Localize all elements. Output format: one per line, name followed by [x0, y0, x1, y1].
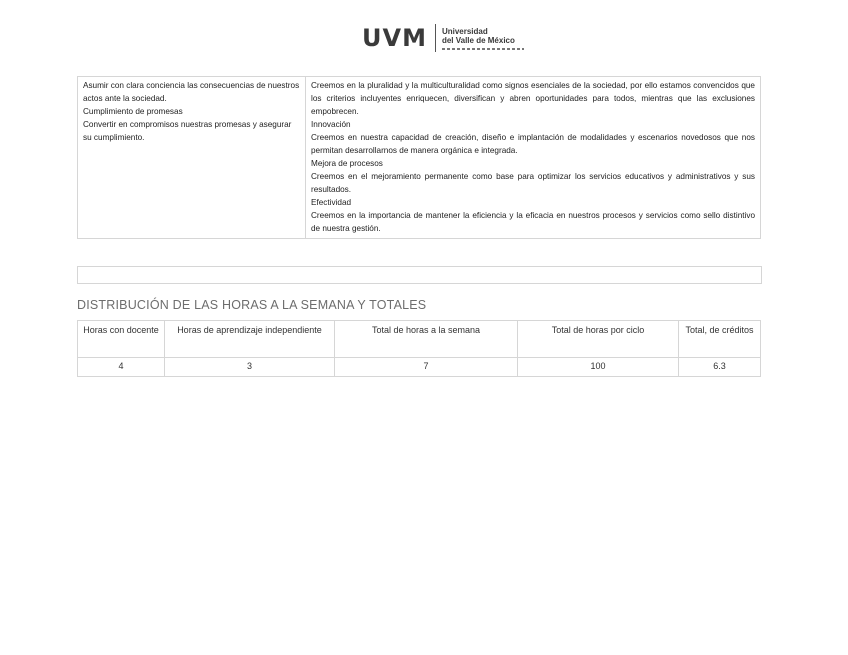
header-cell: Horas de aprendizaje independiente	[165, 321, 335, 358]
hours-table	[77, 320, 761, 377]
values-row	[78, 77, 761, 239]
value-cell: 100	[518, 358, 679, 377]
hours-value-row	[78, 358, 761, 377]
value-text: Convertir en compromisos nuestras promesas y asegurar su cumplimiento.	[83, 120, 292, 142]
logo-line-1: Universidad	[441, 26, 488, 36]
value-heading: Mejora de procesos	[311, 159, 383, 168]
header-cell: Total de horas por ciclo	[518, 321, 679, 358]
logo-divider	[435, 24, 436, 52]
value-heading: Innovación	[311, 120, 351, 129]
values-table	[77, 76, 761, 239]
value-text: Creemos en la pluralidad y la multiculturalidad como signos esenciales de la sociedad, por ello estamos convencidos que los criterios incluyentes enriquecen, diversifican y abren oportunidades para todos, mientras que las exclusiones empobrecen.	[311, 81, 755, 116]
value-cell: 3	[165, 358, 335, 377]
values-left-cell	[78, 77, 306, 239]
header-cell: Horas con docente	[78, 321, 165, 358]
value-text: Creemos en la importancia de mantener la eficiencia y la eficacia en nuestros procesos y servicios como sello distintivo de nuestra gestión.	[311, 211, 755, 233]
logo-tagline-graphic	[442, 48, 524, 50]
value-cell: 6.3	[679, 358, 761, 377]
empty-box	[77, 266, 762, 284]
header-cell: Total de horas a la semana	[335, 321, 518, 358]
section-title: DISTRIBUCIÓN DE LAS HORAS A LA SEMANA Y TOTALES	[77, 298, 427, 312]
logo-line-2: del Valle de México	[441, 35, 515, 45]
hours-header-row	[78, 321, 761, 358]
value-heading: Cumplimiento de promesas	[83, 107, 183, 116]
value-cell: 4	[78, 358, 165, 377]
header-cell: Total, de créditos	[679, 321, 761, 358]
value-text: Asumir con clara conciencia las consecuencias de nuestros actos ante la sociedad.	[83, 81, 300, 103]
value-text: Creemos en el mejoramiento permanente como base para optimizar los servicios educativos y administrativos y sus resultados.	[311, 172, 755, 194]
logo-wordmark	[442, 27, 524, 50]
value-cell: 7	[335, 358, 518, 377]
value-heading: Efectividad	[311, 198, 352, 207]
uvm-logo	[362, 24, 524, 52]
value-text: Creemos en nuestra capacidad de creación, diseño e implantación de modalidades y escenarios novedosos que nos permitan desarrollarnos de manera orgánica e integrada.	[311, 133, 755, 155]
logo-mark: UVM	[362, 24, 427, 52]
values-right-cell	[306, 77, 761, 239]
